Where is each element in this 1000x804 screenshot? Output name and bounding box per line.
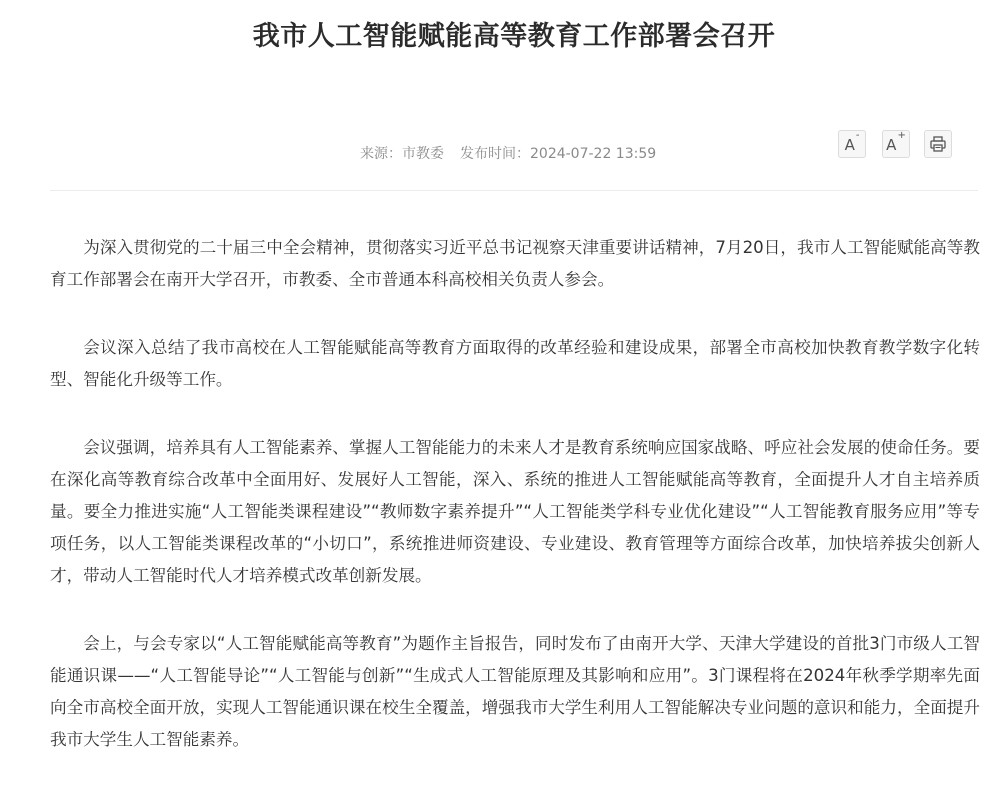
article-meta (360, 143, 656, 163)
article-body (50, 232, 980, 792)
font-increase-icon: A+ (886, 130, 906, 154)
article-paragraph: 为深入贯彻党的二十届三中全会精神，贯彻落实习近平总书记视察天津重要讲话精神，7月20日，我市人工智能赋能高等教育工作部署会在南开大学召开，市教委、全市普通本科高校相关负责人参会。 (50, 238, 980, 289)
decrease-font-button[interactable] (838, 130, 866, 158)
print-icon (929, 135, 947, 153)
print-button[interactable] (924, 130, 952, 158)
article-paragraph: 会议深入总结了我市高校在人工智能赋能高等教育方面取得的改革经验和建设成果，部署全市高校加快教育教学数字化转型、智能化升级等工作。 (50, 338, 980, 389)
font-decrease-icon: A- (844, 130, 860, 154)
article-publish-time: 发布时间：2024-07-22 13:59 (460, 146, 657, 162)
article-paragraph: 会议强调，培养具有人工智能素养、掌握人工智能能力的未来人才是教育系统响应国家战略、呼应社会发展的使命任务。要在深化高等教育综合改革中全面用好、发展好人工智能，深入、系统的推进人工智能赋能高等教育，全面提升人才自主培养质量。要全力推进实施“人工智能类课程建设”“教师数字素养提升”“人工智能类学科专业优化建设”“人工智能教育服务应用”等专项任务，以人工智能类课程改革的“小切口”，系统推进师资建设、专业建设、教育管理等方面综合改革，加快培养拔尖创新人才，带动人工智能时代人才培养模式改革创新发展。 (50, 438, 980, 585)
article-paragraph: 会上，与会专家以“人工智能赋能高等教育”为题作主旨报告，同时发布了由南开大学、天津大学建设的首批3门市级人工智能通识课——“人工智能导论”“人工智能与创新”“生成式人工智能原理及其影响和应用”。3门课程将在2024年秋季学期率先面向全市高校全面开放，实现人工智能通识课在校生全覆盖，增强我市大学生利用人工智能解决专业问题的意识和能力，全面提升我市大学生人工智能素养。 (50, 634, 980, 749)
header-divider (50, 190, 978, 191)
increase-font-button[interactable] (882, 130, 910, 158)
article-source: 来源：市教委 (360, 146, 444, 162)
article-title: 我市人工智能赋能高等教育工作部署会召开 (252, 21, 776, 52)
